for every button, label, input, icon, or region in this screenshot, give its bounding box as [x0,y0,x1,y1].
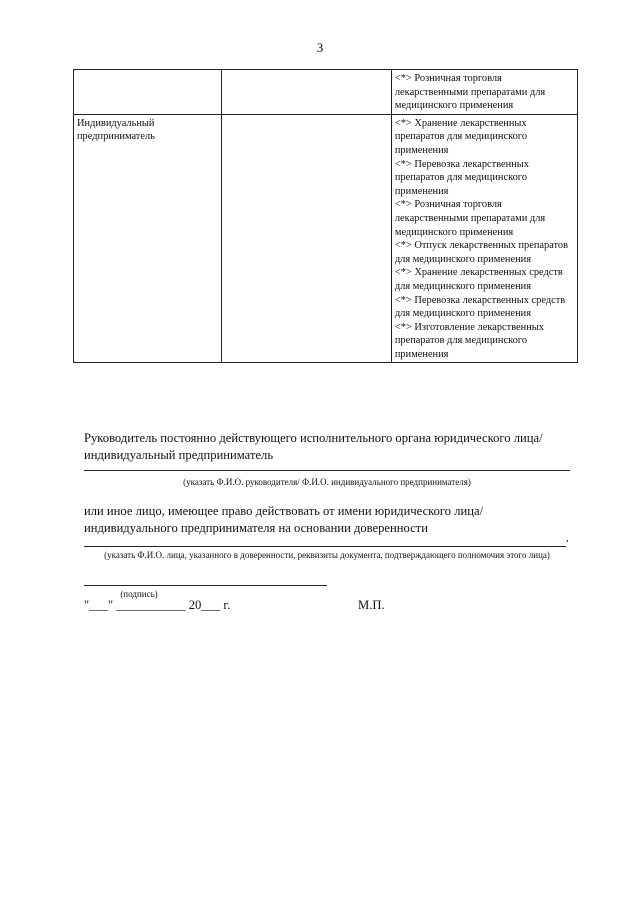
activity-entry: <*> Отпуск лекарственных препаратов для медицинского применения [394,240,569,265]
table-cell-activities [391,114,577,363]
activity-entry: <*> Перевозка лекарственных средств для медицинского применения [394,294,566,320]
signature-line[interactable] [84,585,327,586]
stamp-mark: М.П. [358,598,385,612]
head-name-hint: (указать Ф.И.О. руководителя/ Ф.И.О. индивидуального предпринимателя) [183,477,471,487]
activities-table [73,69,578,363]
date-field[interactable]: "___" ___________ 20___ г. [84,598,231,612]
page-number: 3 [316,40,324,55]
head-label: Руководитель постоянно действующего исполнительного органа юридического лица/ индивидуальный предприниматель [84,431,543,462]
head-name-line[interactable] [84,470,570,471]
activity-entry: <*> Хранение лекарственных средств для медицинского применения [394,267,563,292]
activity-entry: <*> Хранение лекарственных препаратов для медицинского применения [394,117,528,156]
activity-entry: <*> Розничная торговля лекарственными препаратами для медицинского применения [394,73,546,112]
activity-entry: <*> Розничная торговля лекарственными препаратами для медицинского применения [394,199,546,238]
table-cell-activities [391,70,577,115]
table-cell-entity [74,70,222,115]
activity-entry: <*> Изготовление лекарственных препаратов для медицинского применения [394,321,544,360]
table-cell-address [221,70,391,115]
signature-hint: (подпись) [120,589,158,599]
authorized-person-label: или иное лицо, имеющее право действовать от имени юридического лица/ индивидуального предпринимателя на основании доверенности [84,504,484,535]
table-cell-address [221,114,391,363]
comma-mark: , [566,532,569,544]
table-row [74,70,578,115]
table-row [74,114,578,363]
activity-entry: <*> Перевозка лекарственных препаратов для медицинского применения [394,158,529,197]
authorized-person-line[interactable] [84,546,566,547]
table-cell-entity: Индивидуальный предприниматель [74,114,222,363]
authorized-person-hint: (указать Ф.И.О. лица, указанного в доверенности, реквизиты документа, подтверждающего полномочия этого лица) [104,550,550,560]
